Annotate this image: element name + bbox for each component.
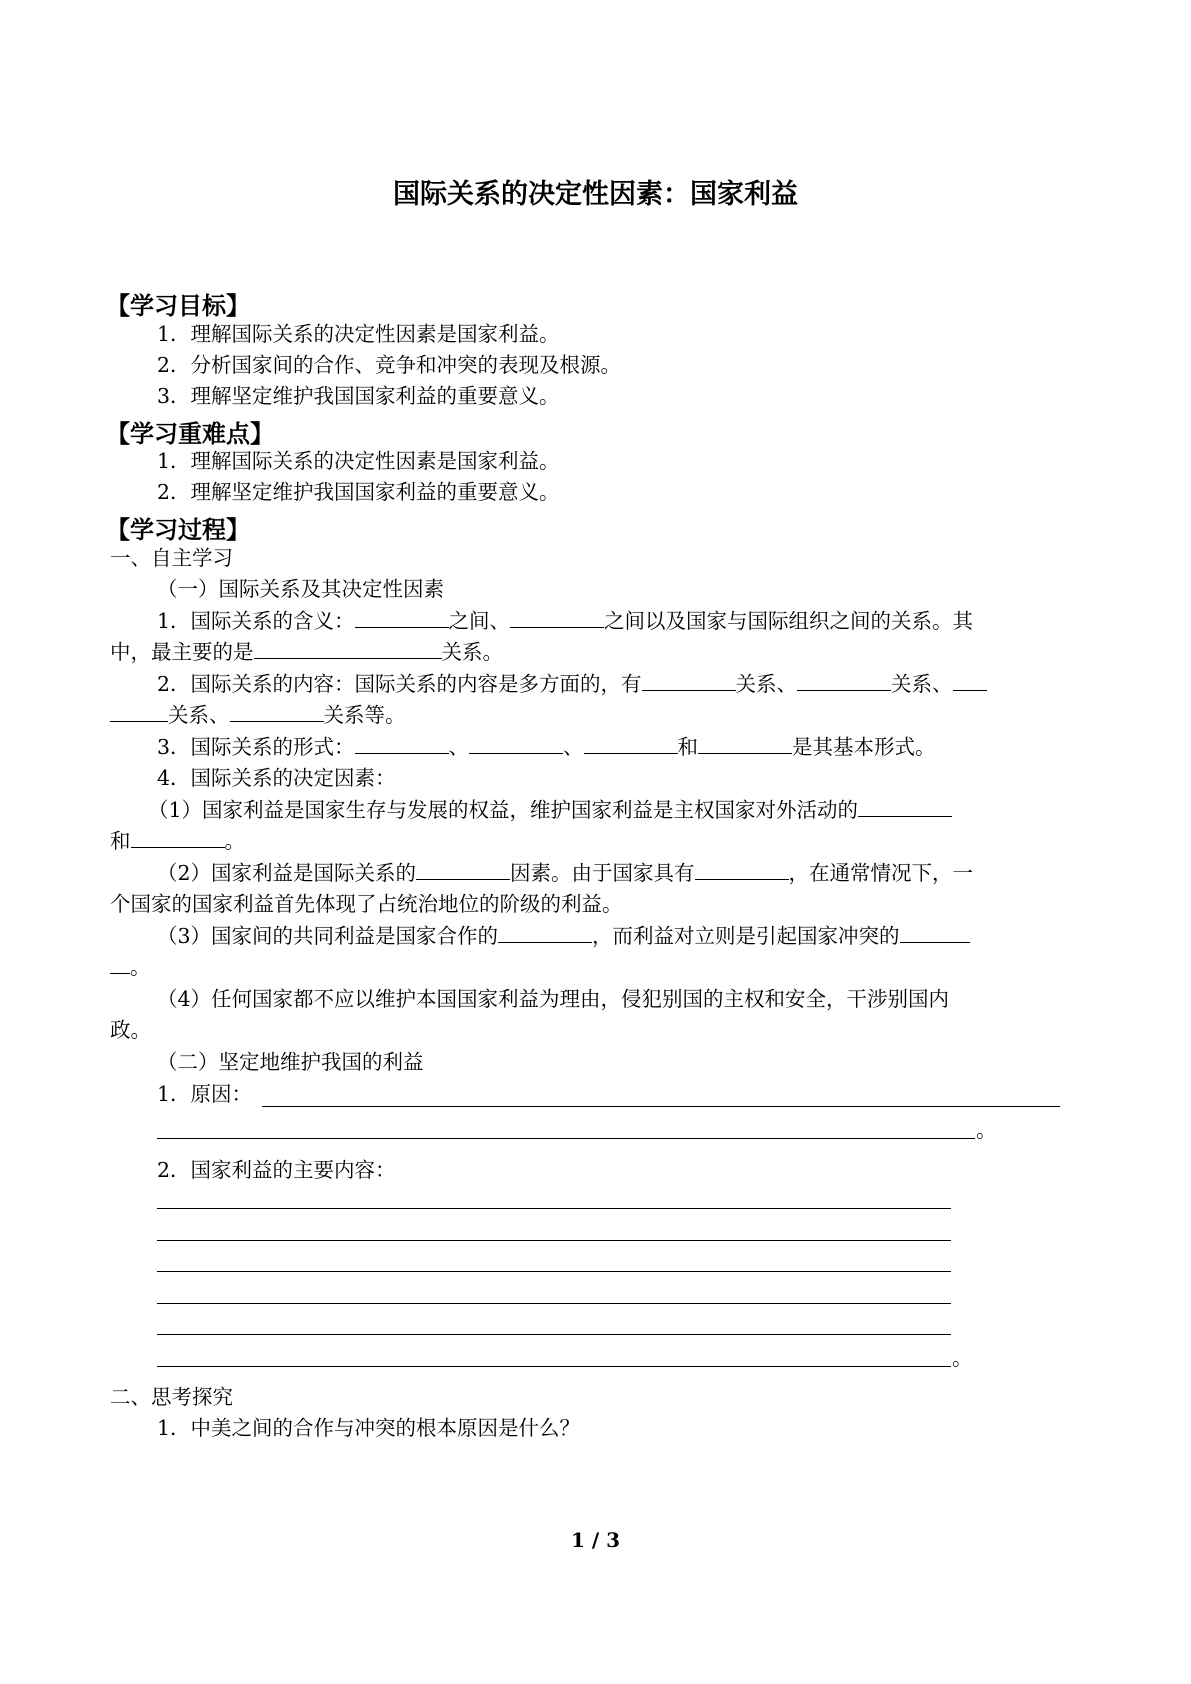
answer-blank[interactable] — [797, 670, 891, 691]
subsection-one-title: （一）国际关系及其决定性因素 — [157, 577, 444, 601]
question-2-line-2: 关系、 关系等。 — [110, 701, 406, 729]
answer-blank[interactable] — [900, 922, 970, 943]
answer-blank[interactable] — [469, 733, 563, 754]
point-3-line-1: （3）国家间的共同利益是国家合作的 ，而利益对立则是引起国家冲突的 — [157, 922, 970, 950]
answer-blank[interactable] — [416, 859, 510, 880]
key-point-item: 2．理解坚定维护我国国家利益的重要意义。 — [157, 480, 560, 504]
question-3: 3．国际关系的形式： 、 、 和 是其基本形式。 — [157, 735, 936, 759]
question-4-title: 4．国际关系的决定因素： — [157, 766, 396, 790]
answer-blank[interactable] — [953, 670, 987, 691]
reason-label: 1．原因： — [157, 1082, 253, 1106]
page-number: 1 / 3 — [570, 1528, 621, 1552]
goal-item: 2．分析国家间的合作、竞争和冲突的表现及根源。 — [157, 353, 622, 377]
question-1-line-2: 中，最主要的是 关系。 — [110, 640, 503, 664]
answer-blank[interactable] — [254, 638, 442, 659]
answer-blank[interactable] — [858, 796, 952, 817]
point-3-line-2: 。 — [110, 953, 151, 981]
goals-heading: 【学习目标】 — [106, 292, 250, 320]
answer-blank[interactable] — [642, 670, 736, 691]
point-2-line-2: 个国家的国家利益首先体现了占统治地位的阶级的利益。 — [110, 892, 623, 916]
inquiry-question-1: 1．中美之间的合作与冲突的根本原因是什么？ — [157, 1416, 581, 1440]
point-1-line-2: 和 。 — [110, 829, 245, 853]
content-end-mark: 。 — [952, 1346, 973, 1370]
answer-blank[interactable] — [230, 701, 324, 722]
answer-line[interactable] — [157, 1208, 951, 1209]
answer-line[interactable] — [157, 1138, 975, 1139]
point-4-line-1: （4）任何国家都不应以维护本国国家利益为理由，侵犯别国的主权和安全，干涉别国内 — [157, 987, 950, 1011]
answer-blank[interactable] — [510, 607, 604, 628]
question-1-line-1: 1．国际关系的含义： 之间、 之间以及国家与国际组织之间的关系。其 — [157, 609, 974, 633]
goal-item: 1．理解国际关系的决定性因素是国家利益。 — [157, 322, 560, 346]
answer-blank[interactable] — [110, 953, 130, 974]
content-label: 2．国家利益的主要内容： — [157, 1158, 396, 1182]
answer-line[interactable] — [157, 1334, 951, 1335]
answer-blank[interactable] — [355, 607, 449, 628]
answer-line[interactable] — [157, 1240, 951, 1241]
answer-blank[interactable] — [110, 701, 168, 722]
point-1-line-1: （1）国家利益是国家生存与发展的权益，维护国家利益是主权国家对外活动的 — [148, 796, 952, 824]
answer-blank[interactable] — [584, 733, 678, 754]
process-heading: 【学习过程】 — [106, 516, 250, 544]
key-points-heading: 【学习重难点】 — [106, 420, 274, 448]
subsection-two-title: （二）坚定地维护我国的利益 — [157, 1050, 424, 1074]
question-2-line-1: 2．国际关系的内容：国际关系的内容是多方面的，有 关系、 关系、 — [157, 670, 987, 698]
part-two-title: 二、思考探究 — [110, 1385, 233, 1409]
answer-line[interactable] — [262, 1106, 1060, 1107]
answer-blank[interactable] — [355, 733, 449, 754]
reason-end-mark: 。 — [976, 1118, 997, 1142]
point-4-line-2: 政。 — [110, 1018, 151, 1042]
answer-blank[interactable] — [131, 827, 225, 848]
answer-blank[interactable] — [698, 733, 792, 754]
answer-line[interactable] — [157, 1271, 951, 1272]
answer-line[interactable] — [157, 1366, 951, 1367]
answer-blank[interactable] — [498, 922, 592, 943]
key-point-item: 1．理解国际关系的决定性因素是国家利益。 — [157, 449, 560, 473]
goal-item: 3．理解坚定维护我国国家利益的重要意义。 — [157, 384, 560, 408]
answer-line[interactable] — [157, 1303, 951, 1304]
page-title: 国际关系的决定性因素：国家利益 — [393, 179, 798, 210]
part-one-title: 一、自主学习 — [110, 546, 233, 570]
answer-blank[interactable] — [695, 859, 789, 880]
point-2-line-1: （2）国家利益是国际关系的 因素。由于国家具有 ，在通常情况下，一 — [157, 861, 974, 885]
